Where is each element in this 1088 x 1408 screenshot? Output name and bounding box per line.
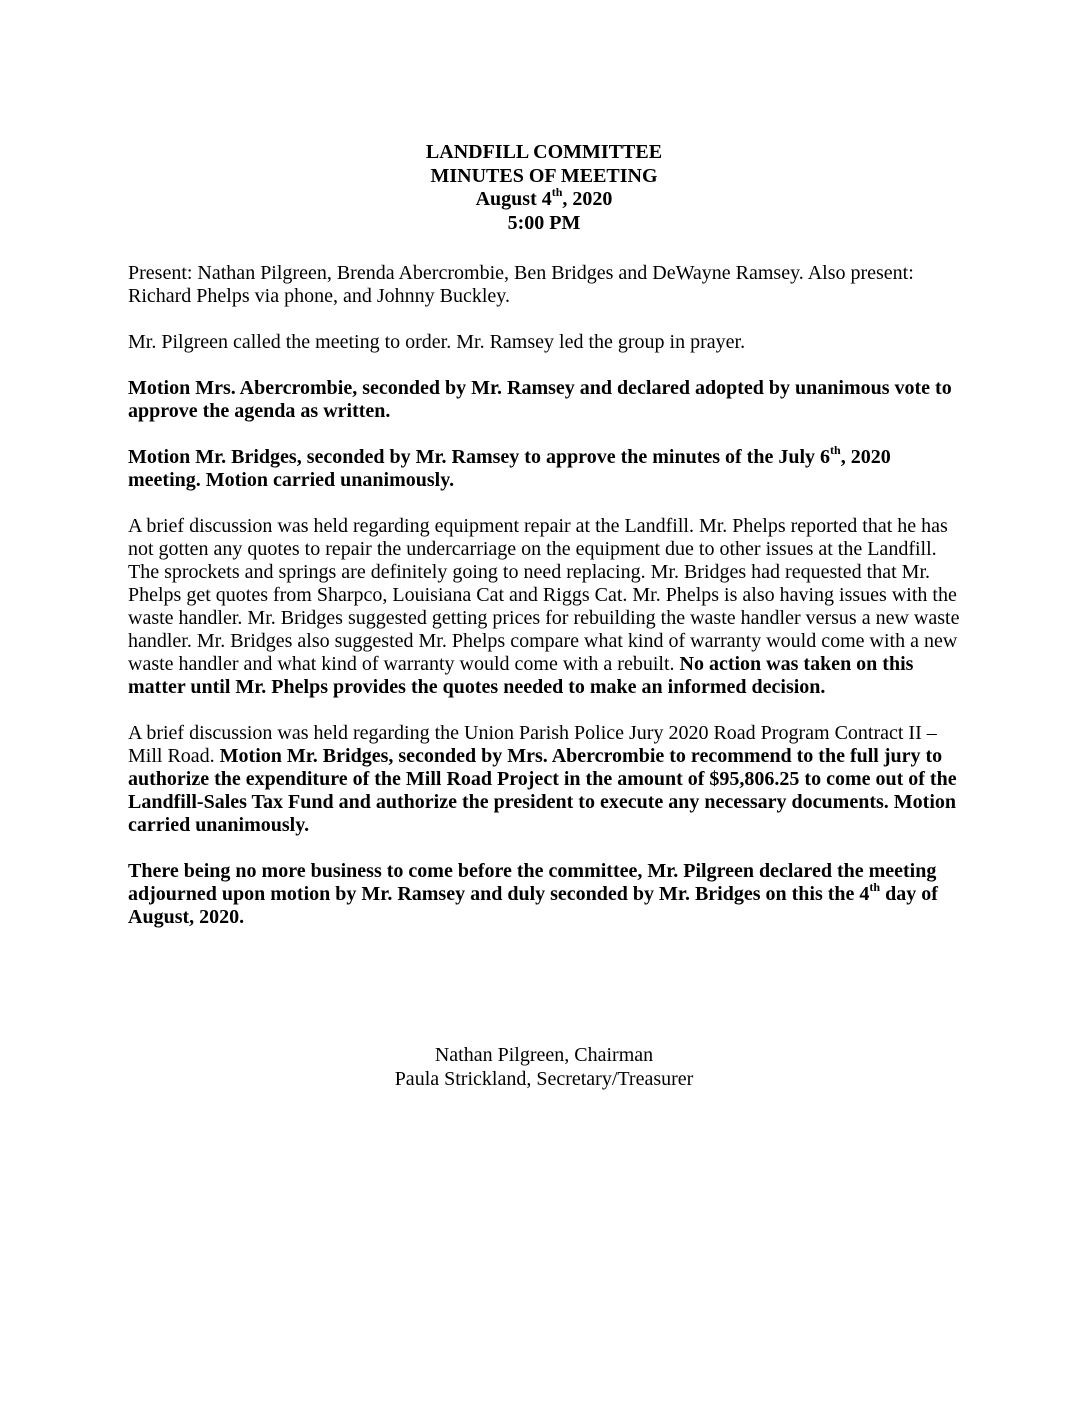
mill-road-discussion-text: A brief discussion was held regarding the Union Parish Police Jury 2020 Road Program Contract II – Mill Road. [128,722,937,767]
mill-road-motion-text: Motion Mr. Bridges, seconded by Mrs. Abercrombie to recommend to the full jury to authorize the expenditure of the Mill Road Project in the amount of $95,806.25 to come out of the Landfill-Sales Tax Fund and authorize the president to execute any necessary documents. Motion carried unanimously. [128,745,957,836]
meeting-date [0,185,1088,212]
minutes-motion-ordinal: th [830,443,841,458]
agenda-motion-paragraph: Motion Mrs. Abercrombie, seconded by Mr. Ramsey and declared adopted by unanimous vote to approve the agenda as written. [128,377,952,422]
chairman-signature: Nathan Pilgreen, Chairman [434,1044,654,1066]
equipment-action-text: No action was taken on this matter until Mr. Phelps provides the quotes needed to make an informed decision. [128,653,914,698]
document-header [0,141,1088,235]
committee-title: LANDFILL COMMITTEE [425,141,663,163]
equipment-discussion-paragraph [128,515,960,699]
mill-road-paragraph [128,722,960,837]
meeting-date-year: , 2020 [562,188,613,210]
meeting-time: 5:00 PM [507,211,581,234]
equipment-discussion-text: A brief discussion was held regarding equipment repair at the Landfill. Mr. Phelps reported that he has not gotten any quotes to repair the undercarriage on the equipment due to other issues at the Landfill. The sprockets and springs are definitely going to need replacing. Mr. Bridges had requested that Mr. Phelps get quotes from Sharpco, Louisiana Cat and Riggs Cat. Mr. Phelps is also having issues with the waste handler. Mr. Bridges suggested getting prices for rebuilding the waste handler versus a new waste handler. Mr. Bridges also suggested Mr. Phelps compare what kind of warranty would come with a new waste handler and what kind of warranty would come with a rebuilt. [128,515,960,675]
minutes-body [128,262,960,952]
minutes-motion-text: Motion Mr. Bridges, seconded by Mr. Ramsey to approve the minutes of the July 6 [128,446,831,468]
adjournment-paragraph [128,860,960,929]
adjournment-ordinal: th [869,880,881,895]
document-title: MINUTES OF MEETING [430,164,658,187]
signature-block [0,1043,1088,1091]
adjournment-text-end: day of August, 2020. [128,883,938,928]
minutes-motion-text-end: , 2020 meeting. Motion carried unanimously. [128,446,891,491]
meeting-date-prefix: August 4 [475,188,552,210]
meeting-date-ordinal: th [551,185,563,200]
adjournment-text: There being no more business to come before the committee, Mr. Pilgreen declared the meeting adjourned upon motion by Mr. Ramsey and duly seconded by Mr. Bridges on this the 4 [128,860,937,905]
secretary-signature: Paula Strickland, Secretary/Treasurer [394,1068,694,1090]
call-to-order-paragraph: Mr. Pilgreen called the meeting to order. Mr. Ramsey led the group in prayer. [128,331,746,353]
attendance-paragraph: Present: Nathan Pilgreen, Brenda Abercrombie, Ben Bridges and DeWayne Ramsey. Also present: Richard Phelps via phone, and Johnny Buckley. [128,262,914,307]
minutes-motion-paragraph [128,443,960,492]
